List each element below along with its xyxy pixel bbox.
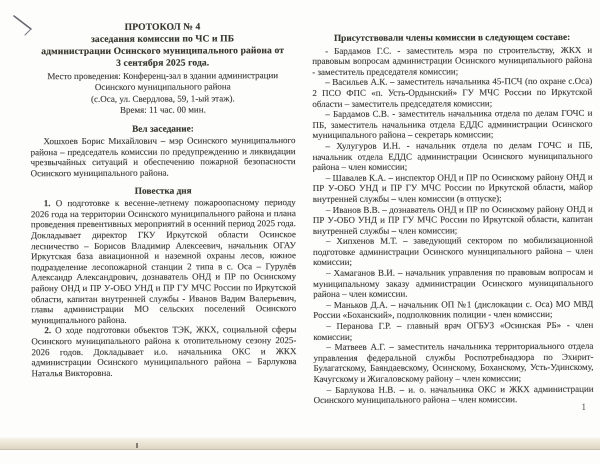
title-line: администрации Осинского муниципального района от [41,45,285,58]
meeting-info-line: Место проведения: Конференц-зал в здании администрации [47,70,279,82]
title-line: 3 сентября 2025 года. [116,57,210,69]
chair-heading: Вел заседание: [132,124,194,135]
meeting-info-line: (с.Оса, ул. Свердлова, 59, 1-ый этаж). [90,93,235,104]
attendee-item: – Перанова Г.Р. – главный врач ОГБУЗ «Осинская РБ» - член комиссии; [313,319,594,342]
left-column [30,21,297,407]
attendee-item: – Матвеев А.Г. – заместитель начальника территориального отдела управления федеральной службы Роспотребнадзора по Эхирит-Булагатскому, Баяндаевскому, Осинскому, Боханскому, Усть-Удинскому, Качугскому и Жигаловскому району – член комиссии; [313,340,594,384]
meeting-info [30,70,295,117]
scan-speck [136,443,138,448]
attendee-item: – Бардамов С.В. - заместитель начальника отдела по делам ГОЧС и ПБ, заместитель начальника отдела ЕДДС администрации Осинского муниципального района – секретарь комиссии; [312,107,593,141]
agenda-item-text: О ходе подготовки объектов ТЭК, ЖКХ, социальной сферы Осинского муниципального района к отопительному сезону 2025-2026 годов. Докладывает и.о. начальника ОКС и ЖКХ администрации Осинского муниципального района – Барлукова Наталья Викторовна. [31,324,297,378]
agenda-item [31,197,297,325]
chair-paragraph: Хошхоев Борис Михайлович – мэр Осинского муниципального района – председатель комиссии по предупреждению и ликвидации чрезвычайных ситуаций и обеспечению пожарной безопасности Осинского муниципального района. [30,135,296,179]
agenda-item [31,324,296,378]
attendees-heading: Присутствовали члены комиссии в следующем составе: [333,32,571,44]
meeting-info-line: Время: 11 час. 00 мин. [119,104,206,116]
title-line: ПРОТОКОЛ № 4 [124,21,201,33]
page-number: 1 [581,402,586,412]
title-line: заседания комиссии по ЧС и ПБ [90,33,235,45]
agenda-item-number: 1. [43,198,51,209]
attendee-item: – Хипхенов М.Т. – заведующий сектором по мобилизационной подготовке администрации Осинского муниципального района – член комиссии; [312,235,594,268]
agenda-item-number: 2. [44,325,52,336]
attendee-item: – Иванов В.В. – дознаватель ОНД и ПР по Осинскому району ОНД и ПР У-ОБО УНД и ПР ГУ МЧС России по Иркутской области, капитан внутренней службы – член комиссии; [312,203,593,236]
paper-bottom-edge [0,437,600,450]
attendee-item: – Барлукова Н.В. – и. о. начальника ОКС и ЖКХ администрации Осинского муниципального района – член комиссии. [313,383,594,406]
meeting-info-line: Осинского муниципального района [94,81,231,93]
attendee-item: – Хамаганов В.И. – начальник управления по правовым вопросам и муниципальному заказу администрации Осинского муниципального района – член комиссии. [313,266,594,300]
attendee-item: – Васильев А.К. – заместитель начальника 45-ПСЧ (по охране с.Оса) 2 ПСО ФПС «п. Усть-Ордынский» ГУ МЧС России по Иркутской области – заместитель председателя комиссии; [312,76,593,109]
attendee-item: – Хулугуров И.Н. - начальник отдела по делам ГОЧС и ПБ, начальник отдела ЕДДС администрации Осинского муниципального района – член комиссии; [312,139,593,173]
two-column-layout [30,20,594,407]
attendee-item: - Бардамов Г.С. - заместитель мэра по строительству, ЖКХ и правовым вопросам администрации Осинского муниципального района - заместитель председателя комиссии; [312,44,593,77]
document-title [30,21,295,70]
agenda-item-text: О подготовке к весенне-летнему пожароопасному периоду 2026 года на территории Осинского муниципального района и плана проведения превентивных мероприятий в осенний период 2025 года. Докладывает директор ГКУ Иркутской области Осинское лесничество – Борисов Владимир Алексеевич, начальник ОГАУ Иркутская база авиационной и наземной охраны лесов, южное подразделение лесопожарной станции 2 типа в с. Оса – Гурулёв Александр Александрович, дознаватель ОНД и ПР по Осинскому району ОНД и ПР У-ОБО УНД и ПР ГУ МЧС России по Иркутской области, капитан внутренней службы - Иванов Вадим Валерьевич, главы администрации МО сельских поселений Осинского муниципального района. [30,197,297,325]
right-column [312,20,594,406]
attendee-item: – Шавалев К.А. – инспектор ОНД и ПР по Осинскому району ОНД и ПР У-ОБО УНД и ПР ГУ МЧС России по Иркутской области, майор внутренней службы – член комиссии (в отпуске); [312,171,593,204]
attendee-item: – Маньков Д.А. – начальник ОП №1 (дислокации с. Оса) МО МВД России «Боханский», подполковник полиции - член комиссии; [313,298,594,321]
agenda-heading: Повестка дня [134,186,192,197]
